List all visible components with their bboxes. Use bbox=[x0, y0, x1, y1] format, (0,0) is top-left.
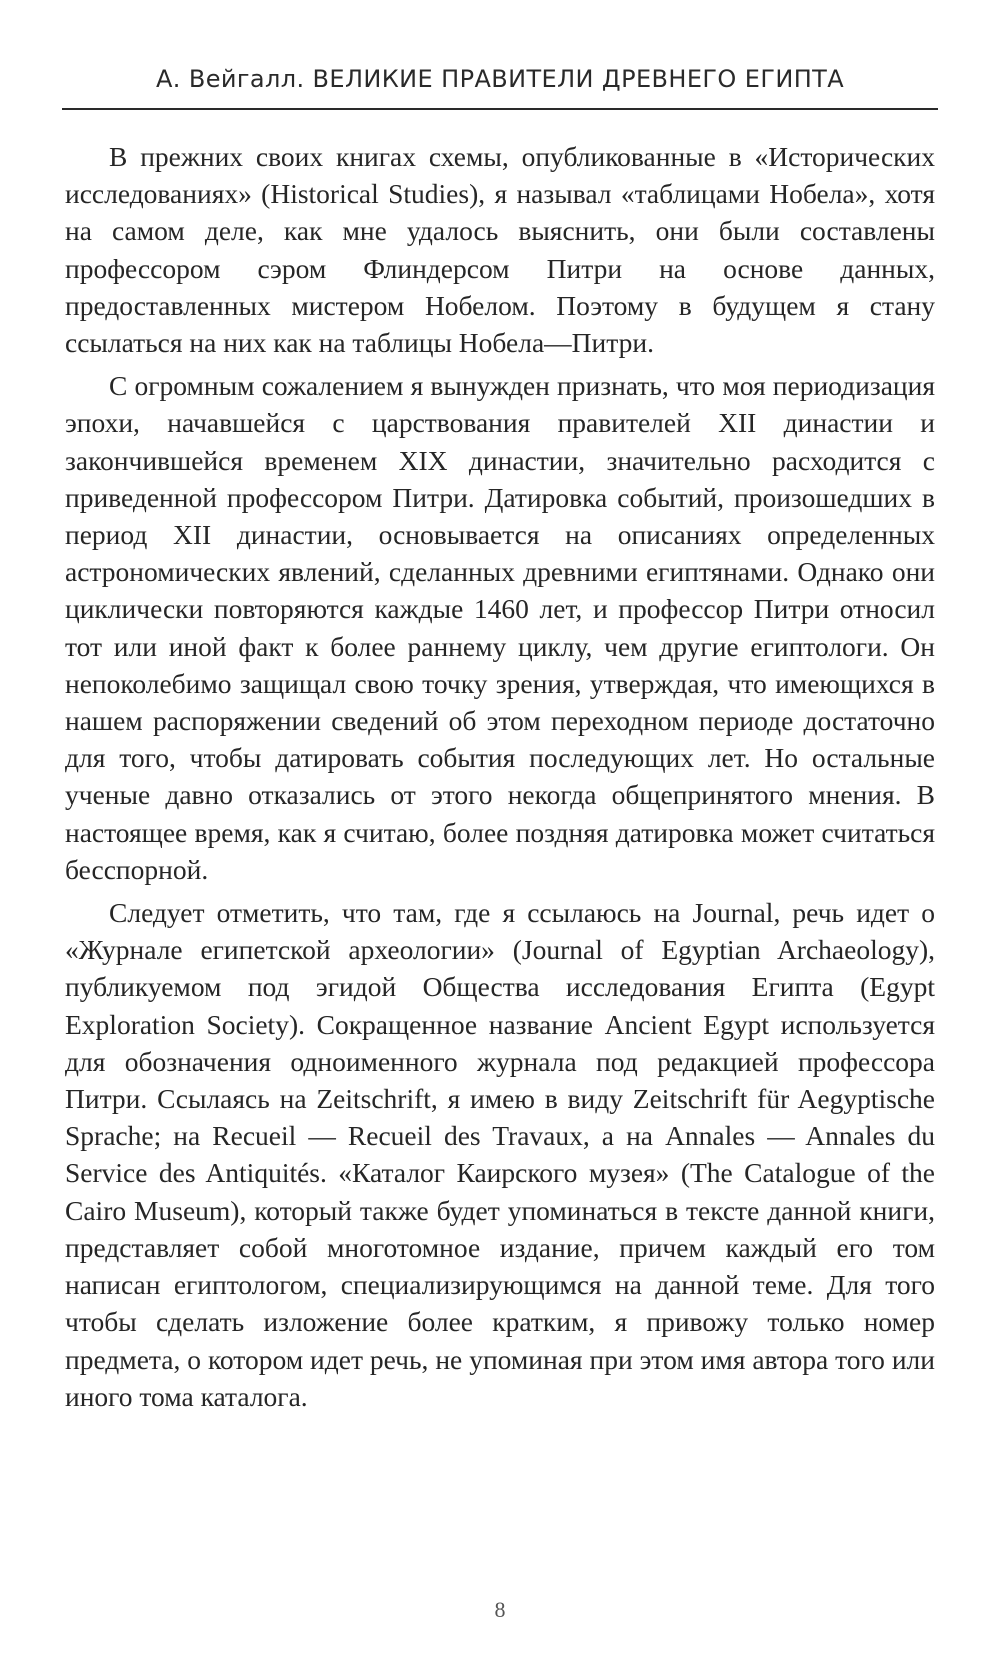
running-head: А. Вейгалл. ВЕЛИКИЕ ПРАВИТЕЛИ ДРЕВНЕГО ЕГИПТА bbox=[155, 65, 845, 93]
paragraph-3: Следует отметить, что там, где я ссылаюсь на Journal, речь идет о «Журнале египетской археологии» (Journal of Egyptian Archaeology), публикуемом под эгидой Общества исследования Египта (Egypt Exploration Society). Сокращенное название Ancient Egypt используется для обозначения одноименного журнала под редакцией профессора Питри. Ссылаясь на Zeitschrift, я имею в виду Zeitschrift für Aegyptische Sprache; на Recueil — Recueil des Travaux, а на Annales — Annales du Service des Antiquités. «Каталог Каирского музея» (The Catalogue of the Cairo Museum), который также будет упоминаться в тексте данной книги, представляет собой многотомное издание, причем каждый его том написан египтологом, специализирующимся на данной теме. Для того чтобы сделать изложение более кратким, я привожу только номер предмета, о котором идет речь, не упоминая при этом имя автора того или иного тома каталога. bbox=[65, 897, 935, 1412]
paragraph-1: В прежних своих книгах схемы, опубликованные в «Исторических исследованиях» (Historical Studies), я называл «таблицами Нобела», хотя на самом деле, как мне удалось выяснить, они были составлены профессором сэром Флиндерсом Питри на основе данных, предоставленных мистером Нобелом. Поэтому в будущем я стану ссылаться на них как на таблицы Нобела—Питри. bbox=[65, 141, 935, 359]
page-number: 8 bbox=[494, 1597, 506, 1622]
paragraph-2: С огромным сожалением я вынужден признать, что моя периодизация эпохи, начавшейся с царствования правителей XII династии и закончившейся временем XIX династии, значительно расходится с приведенной профессором Питри. Датировка событий, произошедших в период XII династии, основывается на описаниях определенных астрономических явлений, сделанных древними египтянами. Однако они циклически повторяются каждые 1460 лет, и профессор Питри относил тот или иной факт к более раннему циклу, чем другие египтологи. Он непоколебимо защищал свою точку зрения, утверждая, что имеющихся в нашем распоряжении сведений об этом переходном периоде достаточно для того, чтобы датировать события последующих лет. Но остальные ученые давно отказались от этого некогда общепринятого мнения. В настоящее время, как я считаю, более поздняя датировка может считаться бесспорной. bbox=[65, 370, 935, 885]
body-text bbox=[65, 138, 935, 1415]
header-rule bbox=[62, 108, 938, 110]
